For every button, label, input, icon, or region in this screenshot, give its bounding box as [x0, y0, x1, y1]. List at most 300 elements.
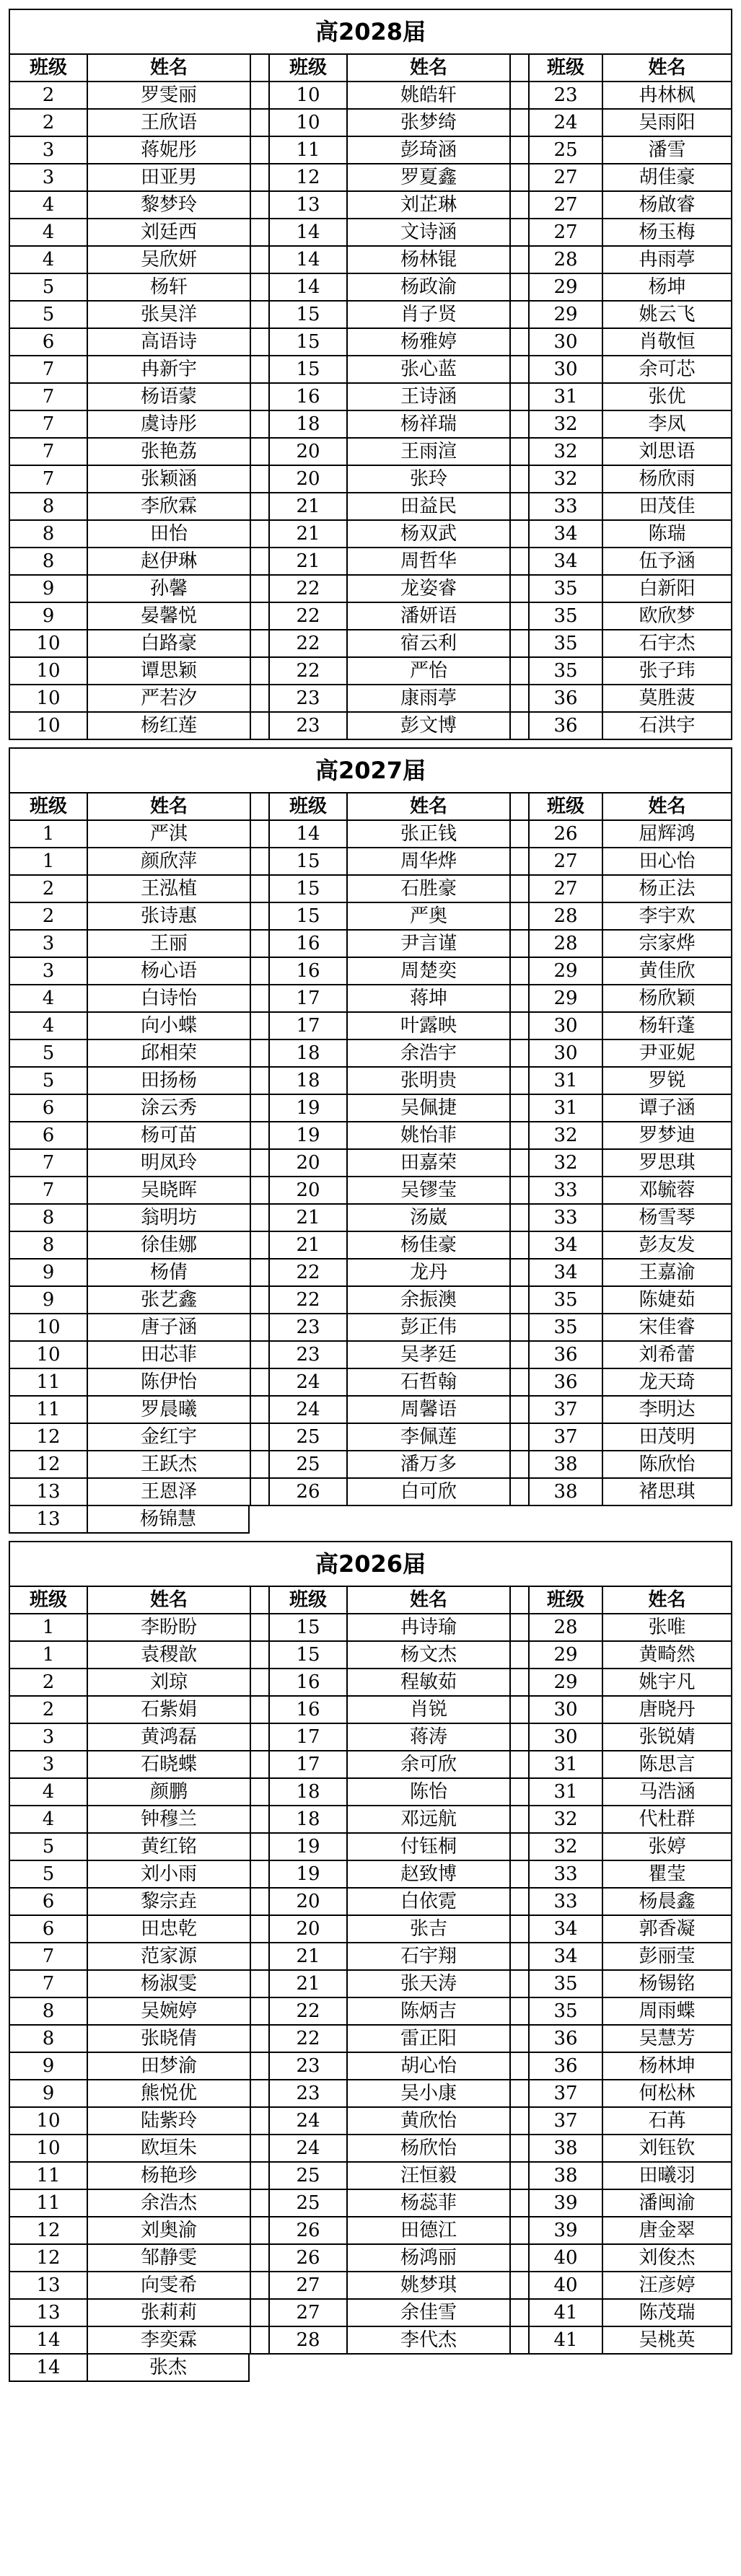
- column-divider: [509, 630, 528, 658]
- student-name-cell: 屈辉鸿: [602, 821, 732, 848]
- class-number-cell: 19: [268, 1122, 346, 1150]
- class-number-cell: 10: [9, 1342, 87, 1369]
- column-divider: [250, 2163, 268, 2190]
- column-header-name: 姓名: [87, 794, 250, 821]
- table-row: [9, 110, 732, 137]
- class-number-cell: 22: [268, 630, 346, 658]
- table-row: [9, 1424, 732, 1451]
- class-number-cell: 18: [268, 1040, 346, 1068]
- class-number-cell: 3: [9, 164, 87, 192]
- class-number-cell: 11: [9, 1397, 87, 1424]
- table-row: [9, 1177, 732, 1205]
- table-row: [9, 1479, 732, 1506]
- student-name-cell: 翁明坊: [87, 1205, 250, 1232]
- class-number-cell: 36: [528, 2053, 602, 2080]
- table-row: [9, 2355, 732, 2382]
- class-number-cell: 37: [528, 2080, 602, 2108]
- student-name-cell: 赵致博: [346, 1861, 509, 1889]
- class-number-cell: 10: [9, 630, 87, 658]
- student-name-cell: 田亚男: [87, 164, 250, 192]
- class-number-cell: 8: [9, 548, 87, 576]
- class-number-cell: 14: [9, 2327, 87, 2355]
- student-name-cell: 文诗涵: [346, 219, 509, 247]
- student-name-cell: 邱相荣: [87, 1040, 250, 1068]
- class-number-cell: 24: [268, 2108, 346, 2135]
- student-name-cell: 杨雅婷: [346, 329, 509, 356]
- class-number-cell: 24: [528, 110, 602, 137]
- class-number-cell: 12: [268, 164, 346, 192]
- student-name-cell: 石宇杰: [602, 630, 732, 658]
- table-row: [9, 821, 732, 848]
- student-name-cell: 潘闽渝: [602, 2190, 732, 2217]
- student-name-cell: 王嘉渝: [602, 1260, 732, 1287]
- class-number-cell: 27: [268, 2300, 346, 2327]
- student-name-cell: 罗锐: [602, 1068, 732, 1095]
- class-number-cell: 22: [268, 2026, 346, 2053]
- class-number-cell: 37: [528, 1397, 602, 1424]
- table-row: [9, 219, 732, 247]
- student-name-cell: 刘芷琳: [346, 192, 509, 219]
- column-divider: [509, 1479, 528, 1506]
- student-name-cell: 袁稷歆: [87, 1642, 250, 1669]
- table-row: [9, 1122, 732, 1150]
- table-row: [9, 356, 732, 384]
- table-row: [9, 1397, 732, 1424]
- column-divider: [250, 548, 268, 576]
- student-name-cell: 伍予涵: [602, 548, 732, 576]
- class-number-cell: 2: [9, 110, 87, 137]
- table-row: [9, 1040, 732, 1068]
- column-header-class: 班级: [9, 794, 87, 821]
- class-number-cell: 21: [268, 1232, 346, 1260]
- column-divider: [509, 1122, 528, 1150]
- student-name-cell: 莫胜菠: [602, 685, 732, 713]
- column-header-name: 姓名: [602, 794, 732, 821]
- class-number-cell: 29: [528, 1642, 602, 1669]
- student-name-cell: 宗家烨: [602, 931, 732, 958]
- column-divider: [250, 302, 268, 329]
- table-row: [9, 2080, 732, 2108]
- student-name-cell: 杨欣雨: [602, 466, 732, 493]
- class-number-cell: 21: [268, 1205, 346, 1232]
- student-name-cell: 白可欣: [346, 1479, 509, 1506]
- student-name-cell: 严怡: [346, 658, 509, 685]
- student-name-cell: 杨艳珍: [87, 2163, 250, 2190]
- header-row: [9, 1587, 732, 1614]
- table-row: [9, 1342, 732, 1369]
- student-name-cell: 彭丽莹: [602, 1943, 732, 1971]
- student-name-cell: 张玲: [346, 466, 509, 493]
- table-row: [9, 1669, 732, 1697]
- table-row: [9, 2217, 732, 2245]
- student-name-cell: 陈婕茹: [602, 1287, 732, 1314]
- class-number-cell: 41: [528, 2300, 602, 2327]
- table-row: [9, 192, 732, 219]
- column-divider: [509, 1861, 528, 1889]
- student-name-cell: 高语诗: [87, 329, 250, 356]
- column-divider: [250, 1287, 268, 1314]
- student-name-cell: 肖子贤: [346, 302, 509, 329]
- student-name-cell: 周雨蝶: [602, 1998, 732, 2026]
- header-row: [9, 55, 732, 82]
- class-number-cell: 33: [528, 1861, 602, 1889]
- table-row: [9, 1287, 732, 1314]
- class-number-cell: 32: [528, 439, 602, 466]
- table-row: [9, 1232, 732, 1260]
- student-name-cell: 金红宇: [87, 1424, 250, 1451]
- table-row: [9, 876, 732, 903]
- column-divider: [250, 1779, 268, 1806]
- student-name-cell: 田茂明: [602, 1424, 732, 1451]
- column-divider: [250, 658, 268, 685]
- class-number-cell: 32: [528, 411, 602, 439]
- class-number-cell: 28: [528, 1614, 602, 1642]
- student-name-cell: 罗思琪: [602, 1150, 732, 1177]
- class-number-cell: 11: [9, 1369, 87, 1397]
- class-number-cell: 3: [9, 1751, 87, 1779]
- student-name-cell: 杨淑雯: [87, 1971, 250, 1998]
- student-name-cell: 黄欣怡: [346, 2108, 509, 2135]
- student-name-cell: 田茂佳: [602, 493, 732, 521]
- student-name-cell: 彭正伟: [346, 1314, 509, 1342]
- column-divider: [509, 2190, 528, 2217]
- student-name-cell: 严淇: [87, 821, 250, 848]
- table-row: [9, 1751, 732, 1779]
- table-row: [9, 1971, 732, 1998]
- class-number-cell: 12: [9, 1424, 87, 1451]
- student-name-cell: 虞诗彤: [87, 411, 250, 439]
- student-name-cell: 范家源: [87, 1943, 250, 1971]
- column-divider: [509, 2163, 528, 2190]
- column-divider: [250, 55, 268, 82]
- student-name-cell: 赵伊琳: [87, 548, 250, 576]
- table-row: [9, 384, 732, 411]
- class-number-cell: 12: [9, 1451, 87, 1479]
- column-header-name: 姓名: [346, 794, 509, 821]
- student-name-cell: 陈瑞: [602, 521, 732, 548]
- student-name-cell: 李明达: [602, 1397, 732, 1424]
- student-name-cell: 白路豪: [87, 630, 250, 658]
- class-number-cell: 10: [268, 82, 346, 110]
- class-number-cell: 8: [9, 2026, 87, 2053]
- student-name-cell: 黎梦玲: [87, 192, 250, 219]
- student-name-cell: 石哲翰: [346, 1369, 509, 1397]
- column-divider: [250, 1150, 268, 1177]
- class-number-cell: 18: [268, 411, 346, 439]
- column-header-class: 班级: [528, 55, 602, 82]
- class-number-cell: 5: [9, 1861, 87, 1889]
- table-row: [9, 603, 732, 630]
- student-name-cell: 田嘉荣: [346, 1150, 509, 1177]
- student-name-cell: 杨鸿丽: [346, 2245, 509, 2272]
- student-name-cell: 黄红铭: [87, 1834, 250, 1861]
- class-number-cell: 27: [528, 219, 602, 247]
- column-divider: [250, 1177, 268, 1205]
- student-name-cell: 杨蕊菲: [346, 2190, 509, 2217]
- class-number-cell: 27: [528, 876, 602, 903]
- table-row: [9, 903, 732, 931]
- student-name-cell: 彭琦涵: [346, 137, 509, 164]
- student-name-cell: 田忠乾: [87, 1916, 250, 1943]
- student-name-cell: 杨林锟: [346, 247, 509, 274]
- student-name-cell: 杨锦慧: [87, 1506, 250, 1534]
- student-name-cell: 杨文杰: [346, 1642, 509, 1669]
- column-divider: [250, 247, 268, 274]
- class-number-cell: 35: [528, 603, 602, 630]
- class-number-cell: 35: [528, 1314, 602, 1342]
- student-name-cell: 马浩涵: [602, 1779, 732, 1806]
- table-row: [9, 713, 732, 740]
- table-row: [9, 1614, 732, 1642]
- column-divider: [509, 876, 528, 903]
- column-divider: [250, 2245, 268, 2272]
- class-number-cell: 10: [268, 110, 346, 137]
- class-number-cell: 7: [9, 1971, 87, 1998]
- column-divider: [250, 1068, 268, 1095]
- table-row: [9, 1806, 732, 1834]
- student-name-cell: 龙姿睿: [346, 576, 509, 603]
- table-row: [9, 1451, 732, 1479]
- class-number-cell: 9: [9, 603, 87, 630]
- student-name-cell: 潘雪: [602, 137, 732, 164]
- table-row: [9, 630, 732, 658]
- column-divider: [509, 2026, 528, 2053]
- student-name-cell: 张婷: [602, 1834, 732, 1861]
- student-name-cell: 张正钱: [346, 821, 509, 848]
- column-divider: [509, 958, 528, 985]
- column-divider: [509, 903, 528, 931]
- column-divider: [250, 1916, 268, 1943]
- column-divider: [250, 1397, 268, 1424]
- student-name-cell: 蒋涛: [346, 1724, 509, 1751]
- student-name-cell: 明凤玲: [87, 1150, 250, 1177]
- class-number-cell: 21: [268, 1943, 346, 1971]
- column-header-name: 姓名: [346, 1587, 509, 1614]
- column-divider: [509, 1150, 528, 1177]
- student-name-cell: 钟穆兰: [87, 1806, 250, 1834]
- column-divider: [250, 219, 268, 247]
- column-divider: [509, 1369, 528, 1397]
- student-name-cell: 吴小康: [346, 2080, 509, 2108]
- table-row: [9, 1998, 732, 2026]
- column-divider: [509, 1040, 528, 1068]
- column-divider: [250, 958, 268, 985]
- column-divider: [250, 1451, 268, 1479]
- student-name-cell: 晏馨悦: [87, 603, 250, 630]
- column-divider: [250, 2190, 268, 2217]
- table-row: [9, 82, 732, 110]
- student-name-cell: 张明贵: [346, 1068, 509, 1095]
- student-name-cell: 杨正法: [602, 876, 732, 903]
- student-name-cell: 杨欣颖: [602, 985, 732, 1013]
- class-number-cell: 9: [9, 1287, 87, 1314]
- table-row: [9, 137, 732, 164]
- student-name-cell: 李盼盼: [87, 1614, 250, 1642]
- column-header-name: 姓名: [602, 55, 732, 82]
- student-name-cell: 杨心语: [87, 958, 250, 985]
- table-row: [9, 1068, 732, 1095]
- class-number-cell: 9: [9, 576, 87, 603]
- table-row: [9, 329, 732, 356]
- column-divider: [250, 985, 268, 1013]
- class-number-cell: 27: [528, 192, 602, 219]
- column-divider: [509, 1998, 528, 2026]
- table-row: [9, 548, 732, 576]
- student-name-cell: 尹言谨: [346, 931, 509, 958]
- class-number-cell: 33: [528, 493, 602, 521]
- class-number-cell: 22: [268, 1287, 346, 1314]
- student-name-cell: 向雯希: [87, 2272, 250, 2300]
- class-number-cell: 31: [528, 384, 602, 411]
- class-number-cell: 25: [268, 2163, 346, 2190]
- class-number-cell: 21: [268, 548, 346, 576]
- class-number-cell: 6: [9, 1095, 87, 1122]
- class-number-cell: 16: [268, 958, 346, 985]
- column-divider: [250, 2135, 268, 2163]
- class-number-cell: 7: [9, 356, 87, 384]
- class-number-cell: 39: [528, 2217, 602, 2245]
- table-row: [9, 439, 732, 466]
- class-number-cell: 7: [9, 384, 87, 411]
- column-divider: [509, 164, 528, 192]
- student-name-cell: 吴佩捷: [346, 1095, 509, 1122]
- class-number-cell: 34: [528, 1260, 602, 1287]
- column-divider: [250, 1232, 268, 1260]
- class-number-cell: 13: [9, 2300, 87, 2327]
- class-number-cell: 17: [268, 985, 346, 1013]
- column-divider: [509, 219, 528, 247]
- column-header-class: 班级: [268, 794, 346, 821]
- column-divider: [509, 1232, 528, 1260]
- table-row: [9, 848, 732, 876]
- student-name-cell: 田扬杨: [87, 1068, 250, 1095]
- column-divider: [250, 192, 268, 219]
- student-name-cell: 姚云飞: [602, 302, 732, 329]
- column-divider: [509, 356, 528, 384]
- column-divider: [509, 1260, 528, 1287]
- column-divider: [509, 1779, 528, 1806]
- column-divider: [509, 2272, 528, 2300]
- class-number-cell: 22: [268, 576, 346, 603]
- student-name-cell: 陈怡: [346, 1779, 509, 1806]
- student-name-cell: 王欣语: [87, 110, 250, 137]
- class-number-cell: 6: [9, 1889, 87, 1916]
- column-divider: [250, 821, 268, 848]
- student-name-cell: 宿云利: [346, 630, 509, 658]
- student-name-cell: 李宇欢: [602, 903, 732, 931]
- student-name-cell: 石苒: [602, 2108, 732, 2135]
- column-divider: [250, 1587, 268, 1614]
- column-divider: [509, 1177, 528, 1205]
- table-row: [9, 2245, 732, 2272]
- column-divider: [250, 439, 268, 466]
- column-divider: [509, 931, 528, 958]
- student-name-cell: 龙丹: [346, 1260, 509, 1287]
- column-divider: [509, 1314, 528, 1342]
- table-row: [9, 1943, 732, 1971]
- column-divider: [509, 384, 528, 411]
- column-divider: [509, 1943, 528, 1971]
- column-divider: [250, 903, 268, 931]
- student-name-cell: 余浩杰: [87, 2190, 250, 2217]
- column-divider: [250, 1614, 268, 1642]
- class-number-cell: 14: [268, 274, 346, 302]
- column-divider: [250, 1479, 268, 1506]
- class-number-cell: 28: [528, 931, 602, 958]
- roster-section: [9, 9, 732, 740]
- class-number-cell: 9: [9, 2053, 87, 2080]
- class-number-cell: 19: [268, 1834, 346, 1861]
- column-divider: [250, 521, 268, 548]
- student-name-cell: 蒋坤: [346, 985, 509, 1013]
- column-header-name: 姓名: [602, 1587, 732, 1614]
- class-number-cell: 16: [268, 1669, 346, 1697]
- class-number-cell: 13: [9, 2272, 87, 2300]
- column-divider: [509, 1669, 528, 1697]
- student-name-cell: 吴欣妍: [87, 247, 250, 274]
- class-number-cell: 22: [268, 1998, 346, 2026]
- student-name-cell: 杨雪琴: [602, 1205, 732, 1232]
- column-divider: [509, 658, 528, 685]
- class-number-cell: 31: [528, 1779, 602, 1806]
- column-divider: [250, 2272, 268, 2300]
- column-divider: [509, 466, 528, 493]
- column-header-class: 班级: [528, 1587, 602, 1614]
- column-header-name: 姓名: [87, 55, 250, 82]
- class-number-cell: 29: [528, 985, 602, 1013]
- column-divider: [250, 1943, 268, 1971]
- class-number-cell: 39: [528, 2190, 602, 2217]
- class-number-cell: 15: [268, 876, 346, 903]
- class-number-cell: 14: [268, 247, 346, 274]
- column-divider: [250, 384, 268, 411]
- column-divider: [509, 713, 528, 740]
- student-name-cell: 杨玉梅: [602, 219, 732, 247]
- class-number-cell: 23: [268, 1342, 346, 1369]
- table-row: [9, 2300, 732, 2327]
- header-row: [9, 794, 732, 821]
- column-divider: [250, 1314, 268, 1342]
- column-divider: [509, 2135, 528, 2163]
- class-number-cell: 32: [528, 1834, 602, 1861]
- column-divider: [509, 110, 528, 137]
- column-divider: [250, 411, 268, 439]
- column-divider: [509, 493, 528, 521]
- section-title: 高2026届: [9, 1541, 732, 1587]
- class-number-cell: 22: [268, 658, 346, 685]
- class-number-cell: 31: [528, 1751, 602, 1779]
- column-divider: [509, 411, 528, 439]
- student-name-cell: 叶露映: [346, 1013, 509, 1040]
- table-row: [9, 247, 732, 274]
- student-name-cell: 陈炳吉: [346, 1998, 509, 2026]
- class-number-cell: 18: [268, 1068, 346, 1095]
- table-row: [9, 2053, 732, 2080]
- class-number-cell: 31: [528, 1068, 602, 1095]
- class-number-cell: 1: [9, 821, 87, 848]
- table-row: [9, 1506, 732, 1534]
- student-name-cell: 张杰: [87, 2355, 250, 2382]
- student-name-cell: 刘俊杰: [602, 2245, 732, 2272]
- student-name-cell: 余佳雪: [346, 2300, 509, 2327]
- class-number-cell: 7: [9, 1150, 87, 1177]
- class-number-cell: 18: [268, 1779, 346, 1806]
- column-divider: [509, 2245, 528, 2272]
- class-number-cell: 4: [9, 1779, 87, 1806]
- class-number-cell: 35: [528, 630, 602, 658]
- table-row: [9, 1205, 732, 1232]
- class-number-cell: 2: [9, 1669, 87, 1697]
